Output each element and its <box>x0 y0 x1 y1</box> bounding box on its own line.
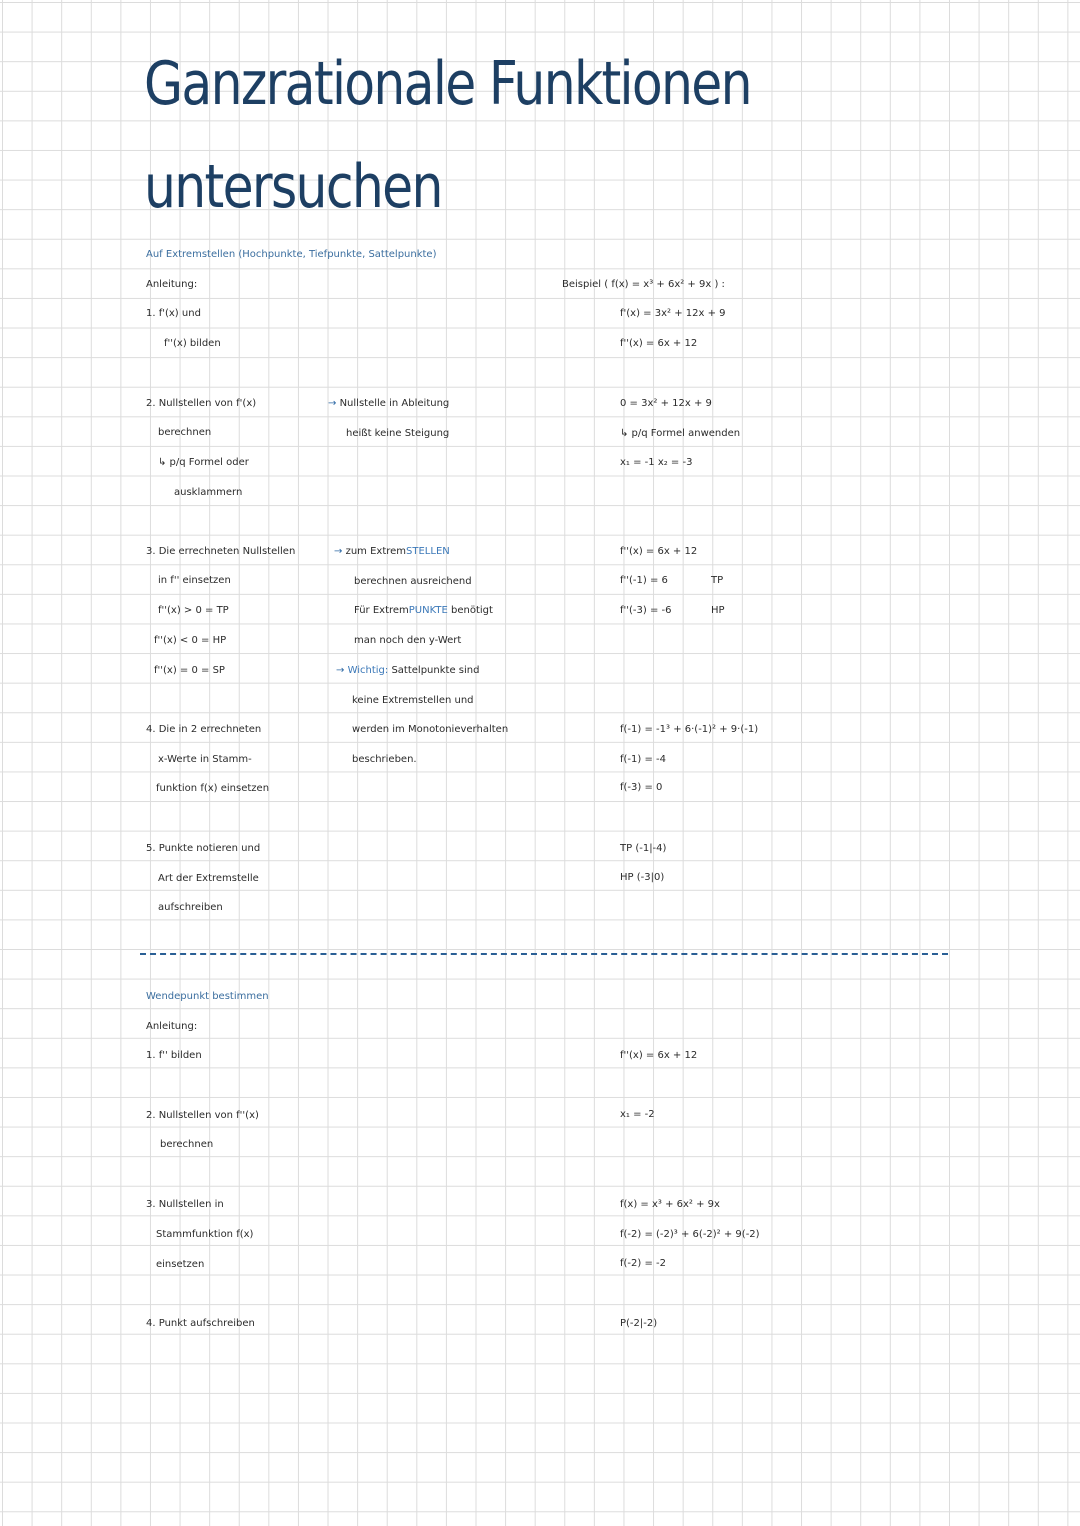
note-2c <box>354 605 493 617</box>
example-line: f''(x) = 6x + 12 <box>620 1050 698 1061</box>
step-3c: einsetzen <box>156 1259 205 1270</box>
example-line: f(x) = x³ + 6x² + 9x <box>620 1199 720 1210</box>
step-1b: f''(x) bilden <box>164 338 221 349</box>
example-line: P(-2|-2) <box>620 1318 658 1329</box>
step-4a: 4. Die in 2 errechneten <box>146 724 262 735</box>
note-2d: man noch den y-Wert <box>354 635 462 646</box>
section-heading-wendepunkt: Wendepunkt bestimmen <box>146 991 269 1002</box>
step-2c: ↳ p/q Formel oder <box>158 457 249 468</box>
example-line: f(-2) = -2 <box>620 1258 667 1269</box>
step-2a: 2. Nullstellen von f''(x) <box>146 1110 259 1121</box>
example-line: 0 = 3x² + 12x + 9 <box>620 398 712 409</box>
example-line: f''(-1) = 6 <box>620 575 668 586</box>
example-line: x₁ = -2 <box>620 1109 655 1120</box>
section-heading-extremstellen: Auf Extremstellen (Hochpunkte, Tiefpunkte, Sattelpunkte) <box>146 249 437 260</box>
note-1b: heißt keine Steigung <box>346 428 450 439</box>
step-4c: funktion f(x) einsetzen <box>156 783 270 794</box>
note-2c-highlight: PUNKTE <box>408 605 448 616</box>
step-4: 4. Punkt aufschreiben <box>146 1318 255 1329</box>
page-title-line-2: untersuchen <box>144 152 442 222</box>
step-2b: berechnen <box>158 427 212 438</box>
note-1a <box>328 398 449 410</box>
note-1a-text: Nullstelle in Ableitung <box>339 398 450 409</box>
example-line: f(-3) = 0 <box>620 782 663 793</box>
note-3d: beschrieben. <box>352 754 417 765</box>
arrow-right-icon: → <box>334 546 343 557</box>
note-2b: berechnen ausreichend <box>354 576 472 587</box>
example-line: f(-2) = (-2)³ + 6(-2)² + 9(-2) <box>620 1229 760 1240</box>
note-3a-text: Sattelpunkte sind <box>388 665 480 676</box>
step-1a: 1. f'(x) und <box>146 308 201 319</box>
example-line: x₁ = -1 x₂ = -3 <box>620 457 693 468</box>
example-line: f'(x) = 3x² + 12x + 9 <box>620 308 726 319</box>
example-line: f''(x) = 6x + 12 <box>620 338 698 349</box>
arrow-right-icon: → <box>328 398 337 409</box>
step-3e: f''(x) = 0 = SP <box>154 665 225 676</box>
step-3a: 3. Nullstellen in <box>146 1199 224 1210</box>
step-2a: 2. Nullstellen von f'(x) <box>146 398 257 409</box>
note-2a <box>334 546 450 558</box>
note-2a-highlight: STELLEN <box>406 546 450 557</box>
example-label-tp: TP <box>711 575 724 586</box>
step-5c: aufschreiben <box>158 902 223 913</box>
example-line: f''(x) = 6x + 12 <box>620 546 698 557</box>
step-2b: berechnen <box>160 1139 214 1150</box>
example-label-hp: HP <box>711 605 725 616</box>
step-3a: 3. Die errechneten Nullstellen <box>146 546 296 557</box>
page-title-line-1: Ganzrationale Funktionen <box>144 49 751 119</box>
example-line: TP (-1|-4) <box>620 843 667 854</box>
step-5b: Art der Extremstelle <box>158 873 259 884</box>
example-line: f(-1) = -1³ + 6·(-1)² + 9·(-1) <box>620 724 759 735</box>
note-3c: werden im Monotonieverhalten <box>352 724 509 735</box>
anleitung-label: Anleitung: <box>146 1021 198 1032</box>
example-head: Beispiel ( f(x) = x³ + 6x² + 9x ) : <box>562 279 725 290</box>
step-3c: f''(x) > 0 = TP <box>158 605 229 616</box>
note-2a-text: zum Extrem <box>345 546 407 557</box>
example-line: f(-1) = -4 <box>620 754 667 765</box>
step-3d: f''(x) < 0 = HP <box>154 635 227 646</box>
step-4b: x-Werte in Stamm- <box>158 754 252 765</box>
step-3b: in f'' einsetzen <box>158 575 231 586</box>
note-2c-text: Für Extrem <box>354 605 409 616</box>
note-3a-highlight: Wichtig: <box>347 665 389 676</box>
arrow-right-icon: → <box>336 665 345 676</box>
step-3b: Stammfunktion f(x) <box>156 1229 254 1240</box>
note-3a <box>336 665 479 677</box>
anleitung-label: Anleitung: <box>146 279 198 290</box>
note-3b: keine Extremstellen und <box>352 695 474 706</box>
step-5a: 5. Punkte notieren und <box>146 843 261 854</box>
example-line: f''(-3) = -6 <box>620 605 672 616</box>
step-2d: ausklammern <box>174 487 243 498</box>
note-2c-post: benötigt <box>447 605 493 616</box>
step-1: 1. f'' bilden <box>146 1050 202 1061</box>
section-divider <box>140 953 948 955</box>
example-line: ↳ p/q Formel anwenden <box>620 428 741 439</box>
example-line: HP (-3|0) <box>620 872 665 883</box>
